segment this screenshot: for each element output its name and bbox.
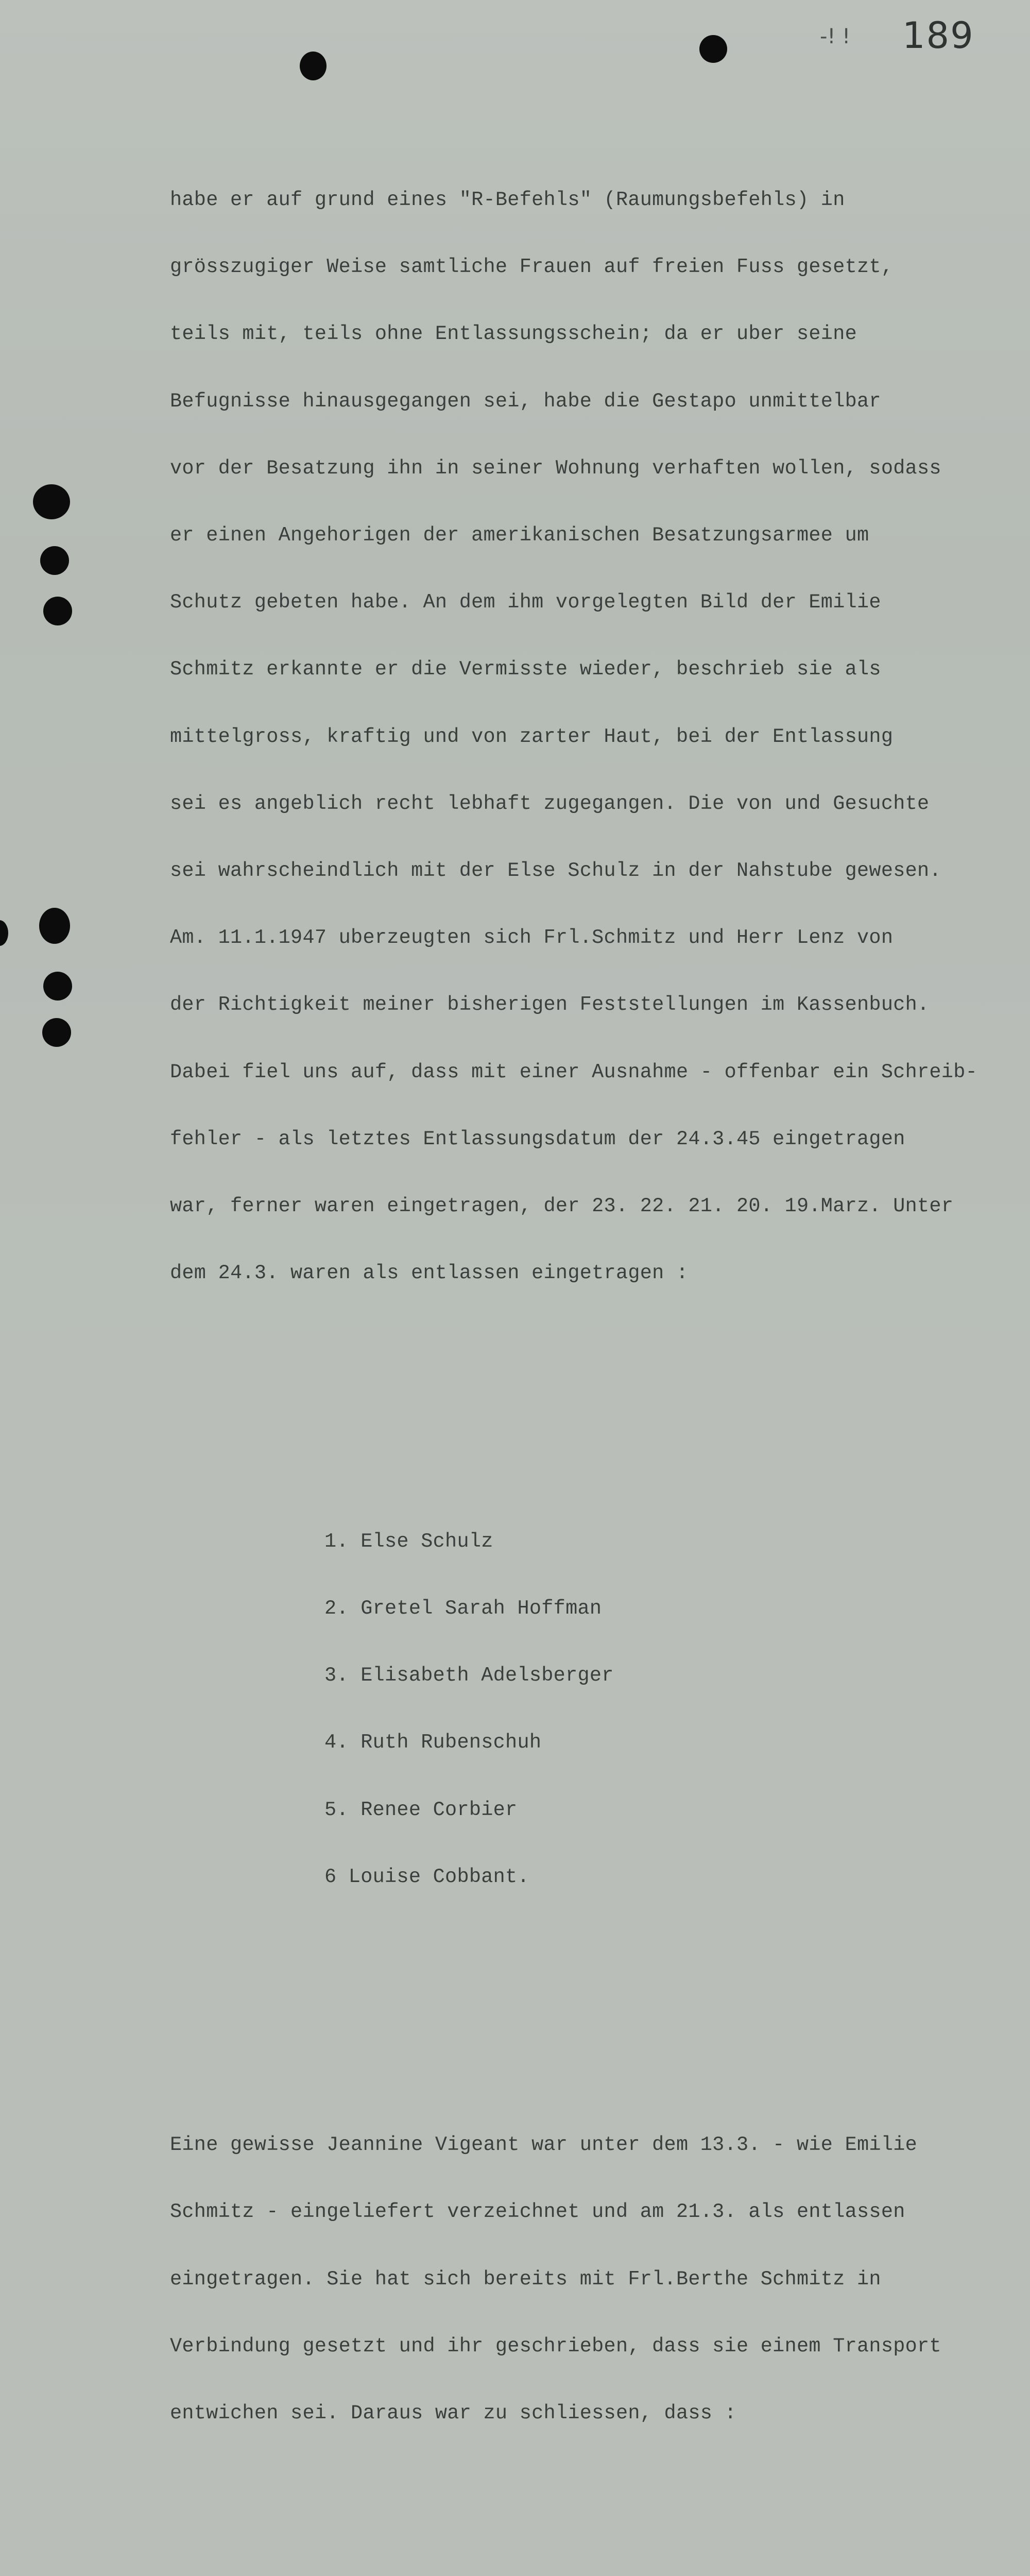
text-line: dem 24.3. waren als entlassen eingetragen : [170, 1262, 689, 1285]
list-item: 5. Renee Corbier [324, 1798, 518, 1821]
text-line: habe er auf grund eines "R-Befehls" (Raumungsbefehls) in [170, 189, 845, 212]
text-line: teils mit, teils ohne Entlassungsschein; da er uber seine [170, 323, 857, 346]
typed-letter-body [170, 77, 1025, 2576]
punch-hole [40, 546, 69, 575]
text-line: mittelgross, kraftig und von zarter Haut, bei der Entlassung [170, 725, 894, 748]
paragraph-2 [170, 2089, 1025, 2469]
text-line: fehler - als letztes Entlassungsdatum der 24.3.45 eingetragen [170, 1127, 905, 1150]
punch-hole [43, 972, 72, 1001]
folio-mark: -! ! [820, 25, 851, 48]
paragraph-gap [170, 2536, 1025, 2558]
text-line: Schmitz - eingeliefert verzeichnet und am 21.3. als entlassen [170, 2200, 905, 2224]
punch-hole-edge [0, 920, 8, 946]
text-line: war, ferner waren eingetragen, der 23. 22. 21. 20. 19.Marz. Unter [170, 1195, 954, 1218]
page-number: 189 [902, 14, 974, 57]
paragraph-gap [170, 2000, 1025, 2022]
text-line: sei es angeblich recht lebhaft zugegangen. Die von und Gesuchte [170, 792, 930, 815]
punch-hole [699, 35, 727, 63]
text-line: entwichen sei. Daraus war zu schliessen, dass : [170, 2402, 736, 2425]
text-line: Befugnisse hinausgegangen sei, habe die Gestapo unmittelbar [170, 389, 881, 413]
text-line: Schmitz erkannte er die Vermisste wieder, beschrieb sie als [170, 658, 881, 681]
list-item: 2. Gretel Sarah Hoffman [324, 1597, 602, 1620]
text-line: eingetragen. Sie hat sich bereits mit Frl.Berthe Schmitz in [170, 2267, 881, 2291]
punch-hole [33, 484, 70, 519]
text-line: Am. 11.1.1947 uberzeugten sich Frl.Schmitz und Herr Lenz von [170, 926, 894, 950]
text-line: er einen Angehorigen der amerikanischen Besatzungsarmee um [170, 524, 869, 547]
text-line: sei wahrscheindlich mit der Else Schulz in der Nahstube gewesen. [170, 859, 941, 883]
list-item: 3. Elisabeth Adelsberger [324, 1664, 614, 1687]
text-line: Verbindung gesetzt und ihr geschrieben, dass sie einem Transport [170, 2334, 941, 2358]
text-line: der Richtigkeit meiner bisherigen Feststellungen im Kassenbuch. [170, 993, 930, 1016]
text-line: grösszugiger Weise samtliche Frauen auf freien Fuss gesetzt, [170, 256, 894, 279]
punch-hole [43, 597, 72, 625]
list-item: 4. Ruth Rubenschuh [324, 1731, 542, 1754]
released-list [170, 1486, 1025, 1933]
punch-hole [39, 908, 70, 944]
text-line: Dabei fiel uns auf, dass mit einer Ausnahme - offenbar ein Schreib- [170, 1060, 978, 1083]
punch-hole [300, 52, 327, 80]
list-item: 1. Else Schulz [324, 1530, 493, 1553]
text-line: Eine gewisse Jeannine Vigeant war unter dem 13.3. - wie Emilie [170, 2133, 918, 2157]
paragraph-gap [170, 1397, 1025, 1419]
text-line: Schutz gebeten habe. An dem ihm vorgelegten Bild der Emilie [170, 591, 881, 614]
paragraph-1 [170, 144, 1025, 1329]
text-line: vor der Besatzung ihn in seiner Wohnung verhaften wollen, sodass [170, 456, 941, 480]
list-item: 6 Louise Cobbant. [324, 1865, 529, 1888]
punch-hole [42, 1018, 71, 1047]
